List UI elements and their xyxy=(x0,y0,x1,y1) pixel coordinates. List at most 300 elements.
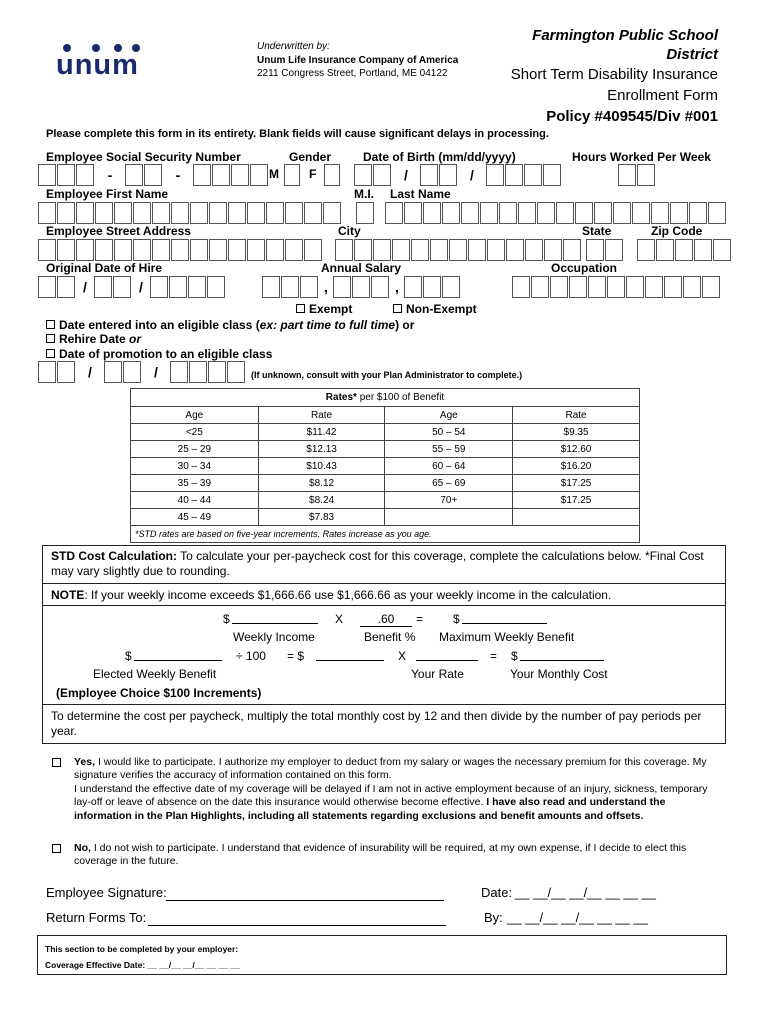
occupation-field[interactable] xyxy=(512,276,721,298)
rates-footnote-row xyxy=(131,526,640,543)
calc-equals: = xyxy=(416,612,424,626)
return-input[interactable] xyxy=(148,910,446,926)
first-name-char[interactable] xyxy=(76,202,94,224)
salary-digit[interactable] xyxy=(404,276,422,298)
occupation-char[interactable] xyxy=(645,276,663,298)
underwriter-name: Unum Life Insurance Company of America xyxy=(257,55,459,66)
logo-text: unum xyxy=(56,49,139,81)
calc-dollar: $ xyxy=(453,612,460,626)
yes-label: Yes, xyxy=(74,756,96,768)
rates-row xyxy=(131,424,640,441)
last-name-char[interactable] xyxy=(556,202,574,224)
salary-label: Annual Salary xyxy=(321,261,402,275)
city-char[interactable] xyxy=(373,239,391,261)
rates-rate-cell: $16.20 xyxy=(513,458,640,475)
zip-field[interactable] xyxy=(637,239,732,261)
rates-rate-cell: $11.42 xyxy=(258,424,385,441)
monthly-cost-input[interactable] xyxy=(520,660,604,661)
hire-digit[interactable] xyxy=(150,276,168,298)
rates-age-cell: <25 xyxy=(131,424,259,441)
city-char[interactable] xyxy=(354,239,372,261)
dob-field[interactable] xyxy=(354,164,562,186)
title-line1: Farmington Public School xyxy=(532,27,718,44)
first-name-field[interactable] xyxy=(38,202,342,224)
ssn-digit[interactable] xyxy=(212,164,230,186)
rates-caption-row xyxy=(131,389,640,407)
city-char[interactable] xyxy=(468,239,486,261)
last-name-char[interactable] xyxy=(670,202,688,224)
std-calc-box xyxy=(42,545,726,744)
street-label: Employee Street Address xyxy=(46,224,191,238)
last-name-char[interactable] xyxy=(575,202,593,224)
first-name-char[interactable] xyxy=(209,202,227,224)
first-name-char[interactable] xyxy=(247,202,265,224)
ssn-label: Employee Social Security Number xyxy=(46,150,241,164)
dob-slash: / xyxy=(470,167,474,183)
rates-rate-cell xyxy=(513,509,640,526)
state-char[interactable] xyxy=(605,239,623,261)
zip-char[interactable] xyxy=(675,239,693,261)
elected-weekly-label: Elected Weekly Benefit xyxy=(93,667,217,681)
occupation-char[interactable] xyxy=(569,276,587,298)
no-checkbox[interactable] xyxy=(52,844,61,853)
std-note-bold: NOTE xyxy=(51,588,85,602)
date-label: Date: xyxy=(481,885,513,900)
date-input[interactable]: __ __/__ __/__ __ __ __ xyxy=(515,885,656,900)
dob-digit[interactable] xyxy=(524,164,542,186)
mi-label: M.I. xyxy=(354,187,374,201)
rates-age-cell: 40 – 44 xyxy=(131,492,259,509)
salary-digit[interactable] xyxy=(281,276,299,298)
hire-digit[interactable] xyxy=(57,276,75,298)
calc-times: X xyxy=(398,649,407,663)
calc-equals: = $ xyxy=(287,649,305,663)
max-weekly-input[interactable] xyxy=(462,623,547,624)
yes-checkbox[interactable] xyxy=(52,758,61,767)
hire-date-field[interactable] xyxy=(38,276,226,298)
dob-digit[interactable] xyxy=(505,164,523,186)
calc-dollar: $ xyxy=(125,649,132,663)
rates-age-cell: 70+ xyxy=(385,492,513,509)
rates-header: Rate xyxy=(258,407,385,424)
exempt-label: Exempt xyxy=(309,302,353,316)
last-name-char[interactable] xyxy=(518,202,536,224)
rates-rate-cell: $8.12 xyxy=(258,475,385,492)
event-digit[interactable] xyxy=(189,361,207,383)
ssn-field[interactable] xyxy=(38,164,269,186)
calc-result-input[interactable] xyxy=(316,660,384,661)
last-name-char[interactable] xyxy=(651,202,669,224)
event-digit[interactable] xyxy=(208,361,226,383)
date-entered-label: Date entered into an eligible class ( xyxy=(59,318,260,332)
salary-digit[interactable] xyxy=(300,276,318,298)
nonexempt-option[interactable] xyxy=(393,302,477,316)
employee-choice-note: (Employee Choice $100 Increments) xyxy=(56,686,262,700)
event-slash: / xyxy=(88,364,92,380)
promotion-label: Date of promotion to an eligible class xyxy=(59,347,273,361)
event-slash: / xyxy=(154,364,158,380)
salary-digit[interactable] xyxy=(423,276,441,298)
salary-digit[interactable] xyxy=(352,276,370,298)
hire-slash: / xyxy=(139,279,143,295)
your-rate-label: Your Rate xyxy=(411,667,464,681)
street-char[interactable] xyxy=(190,239,208,261)
ssn-digit[interactable] xyxy=(193,164,211,186)
salary-comma: , xyxy=(324,279,328,295)
dob-digit[interactable] xyxy=(354,164,372,186)
signature-input[interactable] xyxy=(166,885,444,901)
zip-char[interactable] xyxy=(713,239,731,261)
promotion-option[interactable] xyxy=(46,347,272,361)
street-char[interactable] xyxy=(266,239,284,261)
salary-digit[interactable] xyxy=(371,276,389,298)
ssn-dash: - xyxy=(107,167,113,183)
hire-digit[interactable] xyxy=(94,276,112,298)
city-char[interactable] xyxy=(525,239,543,261)
dob-digit[interactable] xyxy=(543,164,561,186)
street-char[interactable] xyxy=(247,239,265,261)
calc-row2 xyxy=(43,649,725,665)
last-name-char[interactable] xyxy=(613,202,631,224)
benefit-pct-value: .60 xyxy=(360,612,412,627)
last-name-char[interactable] xyxy=(594,202,612,224)
street-char[interactable] xyxy=(38,239,56,261)
unknown-note: (If unknown, consult with your Plan Administrator to complete.) xyxy=(251,370,523,380)
no-label: No, xyxy=(74,842,91,854)
return-label: Return Forms To: xyxy=(46,910,147,925)
yes-text-delay: I understand the effective date of my coverage will be delayed if I am not in active employment because of an injury, sickness, temporary lay-off or leave of absence on the date this insurance would otherwise become effective. xyxy=(74,782,708,809)
calc-dollar: $ xyxy=(511,649,518,663)
last-name-char[interactable] xyxy=(708,202,726,224)
event-digit[interactable] xyxy=(123,361,141,383)
exempt-checkbox[interactable] xyxy=(296,304,305,313)
street-char[interactable] xyxy=(133,239,151,261)
hire-label: Original Date of Hire xyxy=(46,261,163,275)
hire-digit[interactable] xyxy=(207,276,225,298)
rates-header: Age xyxy=(385,407,513,424)
event-digit[interactable] xyxy=(38,361,56,383)
hours-digit[interactable] xyxy=(618,164,636,186)
last-name-char[interactable] xyxy=(423,202,441,224)
gender-m-box[interactable] xyxy=(284,164,300,186)
dob-slash: / xyxy=(404,167,408,183)
first-name-char[interactable] xyxy=(266,202,284,224)
determine-text: To determine the cost per paycheck, multiply the total monthly cost by 12 and then divide by the number of pay periods per year. xyxy=(51,709,702,738)
policy-number: Policy #409545/Div #001 xyxy=(546,108,718,125)
first-name-char[interactable] xyxy=(133,202,151,224)
occupation-char[interactable] xyxy=(531,276,549,298)
rates-age-cell: 45 – 49 xyxy=(131,509,259,526)
city-char[interactable] xyxy=(392,239,410,261)
rates-age-cell: 55 – 59 xyxy=(385,441,513,458)
employer-section xyxy=(37,935,727,975)
street-char[interactable] xyxy=(114,239,132,261)
street-char[interactable] xyxy=(152,239,170,261)
first-name-char[interactable] xyxy=(285,202,303,224)
event-digit[interactable] xyxy=(227,361,245,383)
event-date-field[interactable] xyxy=(38,361,246,383)
dob-digit[interactable] xyxy=(373,164,391,186)
last-name-char[interactable] xyxy=(689,202,707,224)
no-text: I do not wish to participate. I understand that evidence of insurability will be required, at my own expense, if I decide to elect this coverage in the future. xyxy=(74,842,687,868)
first-name-label: Employee First Name xyxy=(46,187,169,201)
rates-table xyxy=(130,388,640,543)
calc-equals: = xyxy=(490,649,498,663)
hours-label: Hours Worked Per Week xyxy=(572,150,711,164)
coverage-date-input[interactable]: __ __/__ __/__ __ __ __ xyxy=(147,960,240,970)
exempt-option[interactable] xyxy=(296,302,352,316)
zip-char[interactable] xyxy=(694,239,712,261)
last-name-char[interactable] xyxy=(404,202,422,224)
occupation-char[interactable] xyxy=(683,276,701,298)
street-char[interactable] xyxy=(76,239,94,261)
city-char[interactable] xyxy=(506,239,524,261)
rates-caption xyxy=(131,389,640,407)
last-name-char[interactable] xyxy=(385,202,403,224)
city-char[interactable] xyxy=(487,239,505,261)
rehire-label: Rehire Date xyxy=(59,332,126,346)
std-note xyxy=(51,588,611,602)
rates-rate-cell: $17.25 xyxy=(513,475,640,492)
gender-f-label: F xyxy=(309,167,317,181)
zip-char[interactable] xyxy=(637,239,655,261)
employer-note: This section to be completed by your employer: xyxy=(45,944,239,954)
street-char[interactable] xyxy=(171,239,189,261)
occupation-char[interactable] xyxy=(626,276,644,298)
rates-row xyxy=(131,458,640,475)
std-calc-bold: STD Cost Calculation: xyxy=(51,549,178,563)
std-divider xyxy=(43,605,725,606)
hours-digit[interactable] xyxy=(637,164,655,186)
weekly-income-input[interactable] xyxy=(232,623,318,624)
street-char[interactable] xyxy=(209,239,227,261)
first-name-char[interactable] xyxy=(152,202,170,224)
ssn-digit[interactable] xyxy=(125,164,143,186)
first-name-char[interactable] xyxy=(171,202,189,224)
first-name-char[interactable] xyxy=(304,202,322,224)
city-label: City xyxy=(338,224,361,238)
last-name-char[interactable] xyxy=(632,202,650,224)
rehire-or: or xyxy=(129,332,142,346)
rates-row xyxy=(131,492,640,509)
hire-digit[interactable] xyxy=(169,276,187,298)
rehire-checkbox[interactable] xyxy=(46,334,55,343)
rehire-option[interactable] xyxy=(46,332,141,346)
unum-logo xyxy=(56,40,156,80)
rates-rate-cell: $8.24 xyxy=(258,492,385,509)
coverage-date-row xyxy=(45,960,240,970)
rates-row xyxy=(131,441,640,458)
salary-digit[interactable] xyxy=(442,276,460,298)
ssn-digit[interactable] xyxy=(231,164,249,186)
ssn-digit[interactable] xyxy=(38,164,56,186)
rates-rate-cell: $17.25 xyxy=(513,492,640,509)
street-char[interactable] xyxy=(285,239,303,261)
rates-header-row xyxy=(131,407,640,424)
elected-weekly-input[interactable] xyxy=(134,660,222,661)
underwriter-address: 2211 Congress Street, Portland, ME 04122 xyxy=(257,68,448,79)
std-calc-intro xyxy=(51,549,719,579)
street-char[interactable] xyxy=(95,239,113,261)
dob-digit[interactable] xyxy=(439,164,457,186)
rates-age-cell: 30 – 34 xyxy=(131,458,259,475)
rates-age-cell: 65 – 69 xyxy=(385,475,513,492)
city-char[interactable] xyxy=(563,239,581,261)
street-char[interactable] xyxy=(304,239,322,261)
max-weekly-label: Maximum Weekly Benefit xyxy=(439,630,575,644)
rates-rate-cell: $12.60 xyxy=(513,441,640,458)
hire-digit[interactable] xyxy=(38,276,56,298)
rates-header: Rate xyxy=(513,407,640,424)
mi-box[interactable] xyxy=(356,202,374,224)
event-digit[interactable] xyxy=(104,361,122,383)
rates-age-cell xyxy=(385,509,513,526)
hire-digit[interactable] xyxy=(113,276,131,298)
monthly-cost-label: Your Monthly Cost xyxy=(510,667,608,681)
last-name-char[interactable] xyxy=(499,202,517,224)
rates-age-cell: 35 – 39 xyxy=(131,475,259,492)
title-line2: District xyxy=(666,46,718,63)
last-name-field[interactable] xyxy=(385,202,727,224)
ssn-digit[interactable] xyxy=(76,164,94,186)
state-label: State xyxy=(582,224,612,238)
street-char[interactable] xyxy=(57,239,75,261)
date-entered-suffix: ) or xyxy=(395,318,415,332)
nonexempt-checkbox[interactable] xyxy=(393,304,402,313)
std-note-text: : If your weekly income exceeds $1,666.66 use $1,666.66 as your weekly income in the calculation. xyxy=(84,588,612,602)
city-char[interactable] xyxy=(449,239,467,261)
nonexempt-label: Non-Exempt xyxy=(406,302,477,316)
first-name-char[interactable] xyxy=(57,202,75,224)
dob-digit[interactable] xyxy=(420,164,438,186)
yes-text-acknowledge: I have also read and understand the information in the Plan Highlights, including all statements regarding exclusions and benefit amounts and offsets. xyxy=(74,796,666,822)
state-char[interactable] xyxy=(586,239,604,261)
event-digit[interactable] xyxy=(57,361,75,383)
last-name-char[interactable] xyxy=(537,202,555,224)
your-rate-input[interactable] xyxy=(416,660,478,661)
first-name-char[interactable] xyxy=(190,202,208,224)
occupation-label: Occupation xyxy=(551,261,618,275)
rates-rate-cell: $9.35 xyxy=(513,424,640,441)
occupation-char[interactable] xyxy=(512,276,530,298)
signature-label: Employee Signature: xyxy=(46,885,167,900)
salary-digit[interactable] xyxy=(262,276,280,298)
header-title-block xyxy=(511,26,718,127)
rates-caption-bold: Rates* xyxy=(325,392,357,403)
state-field[interactable] xyxy=(586,239,624,261)
date-entered-option[interactable] xyxy=(46,318,414,332)
ssn-digit[interactable] xyxy=(57,164,75,186)
calc-times: X xyxy=(335,612,344,626)
last-name-char[interactable] xyxy=(442,202,460,224)
rates-table-wrap xyxy=(130,388,640,543)
instructions: Please complete this form in its entirety. Blank fields will cause significant delays in processing. xyxy=(46,128,549,140)
yes-text: I would like to participate. I authorize my employer to deduct from my salary or wages the necessary premium for this coverage. My signature verifies the accuracy of information contained on this form. xyxy=(74,756,707,782)
salary-digit[interactable] xyxy=(333,276,351,298)
salary-comma: , xyxy=(395,279,399,295)
by-label: By: xyxy=(484,910,503,925)
calc-dollar: $ xyxy=(223,612,230,626)
rates-age-cell: 60 – 64 xyxy=(385,458,513,475)
by-input[interactable]: __ __/__ __/__ __ __ __ xyxy=(507,910,648,925)
rates-caption-rest: per $100 of Benefit xyxy=(356,392,445,403)
ssn-digit[interactable] xyxy=(250,164,268,186)
zip-char[interactable] xyxy=(656,239,674,261)
rates-header: Age xyxy=(131,407,259,424)
subtitle-line2: Enrollment Form xyxy=(607,87,718,104)
last-name-char[interactable] xyxy=(480,202,498,224)
promotion-checkbox[interactable] xyxy=(46,349,55,358)
yes-option[interactable] xyxy=(52,756,712,823)
ssn-dash: - xyxy=(175,167,181,183)
first-name-char[interactable] xyxy=(38,202,56,224)
rates-rate-cell: $10.43 xyxy=(258,458,385,475)
occupation-char[interactable] xyxy=(607,276,625,298)
occupation-char[interactable] xyxy=(664,276,682,298)
calc-row1 xyxy=(43,612,725,628)
gender-f-box[interactable] xyxy=(324,164,340,186)
city-char[interactable] xyxy=(544,239,562,261)
first-name-char[interactable] xyxy=(95,202,113,224)
coverage-label: Coverage Effective Date: xyxy=(45,960,146,970)
rates-row xyxy=(131,509,640,526)
street-field[interactable] xyxy=(38,239,323,261)
occupation-char[interactable] xyxy=(550,276,568,298)
calc-divide: ÷ 100 xyxy=(236,649,266,663)
weekly-income-label: Weekly Income xyxy=(233,630,315,644)
city-char[interactable] xyxy=(411,239,429,261)
last-name-char[interactable] xyxy=(461,202,479,224)
gender-label: Gender xyxy=(289,150,332,164)
no-option[interactable] xyxy=(52,842,712,869)
date-entered-checkbox[interactable] xyxy=(46,320,55,329)
hours-field[interactable] xyxy=(618,164,656,186)
rates-age-cell: 25 – 29 xyxy=(131,441,259,458)
rates-age-cell: 50 – 54 xyxy=(385,424,513,441)
dob-label: Date of Birth (mm/dd/yyyy) xyxy=(363,150,516,164)
subtitle-line1: Short Term Disability Insurance xyxy=(510,66,718,83)
first-name-char[interactable] xyxy=(114,202,132,224)
rates-rate-cell: $7.83 xyxy=(258,509,385,526)
first-name-char[interactable] xyxy=(323,202,341,224)
hire-slash: / xyxy=(83,279,87,295)
occupation-char[interactable] xyxy=(588,276,606,298)
dob-digit[interactable] xyxy=(486,164,504,186)
ssn-digit[interactable] xyxy=(144,164,162,186)
gender-m-label: M xyxy=(269,167,279,181)
std-calc-text: To calculate your per-paycheck cost for this coverage, complete the calculations below. *Final Cost may vary slightly due to rounding. xyxy=(51,549,704,578)
date-entered-example: ex: part time to full time xyxy=(259,318,396,332)
std-divider xyxy=(43,704,725,705)
event-digit[interactable] xyxy=(170,361,188,383)
city-char[interactable] xyxy=(335,239,353,261)
zip-label: Zip Code xyxy=(651,224,703,238)
city-char[interactable] xyxy=(430,239,448,261)
city-field[interactable] xyxy=(335,239,582,261)
occupation-char[interactable] xyxy=(702,276,720,298)
rates-footnote: *STD rates are based on five-year increments. Rates increase as you age. xyxy=(131,526,640,543)
last-name-label: Last Name xyxy=(390,187,451,201)
underwriter-label: Underwritten by: xyxy=(257,41,330,52)
rates-rate-cell: $12.13 xyxy=(258,441,385,458)
hire-digit[interactable] xyxy=(188,276,206,298)
salary-field[interactable] xyxy=(262,276,461,298)
street-char[interactable] xyxy=(228,239,246,261)
rates-row xyxy=(131,475,640,492)
std-divider xyxy=(43,583,725,584)
first-name-char[interactable] xyxy=(228,202,246,224)
benefit-pct-label: Benefit % xyxy=(364,630,416,644)
